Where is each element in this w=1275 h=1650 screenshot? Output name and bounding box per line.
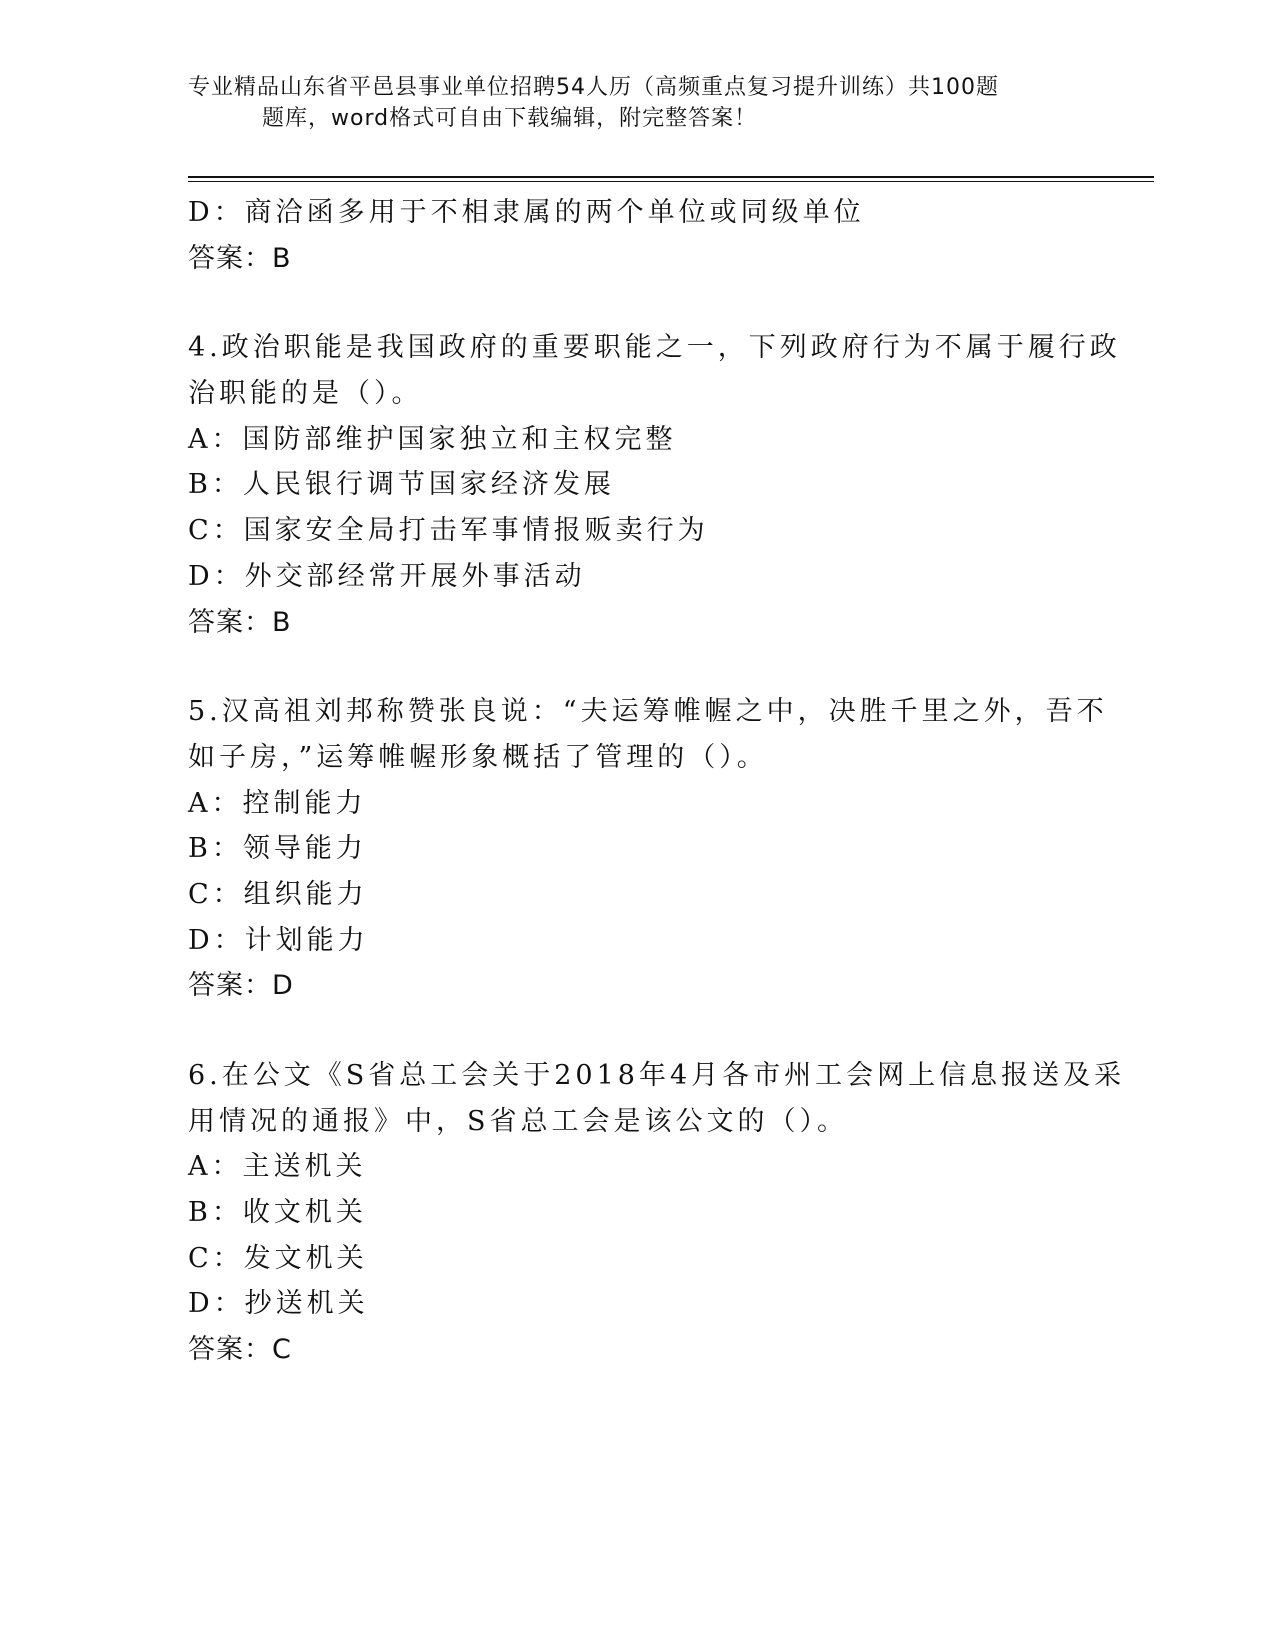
header-divider-thin [188, 181, 1154, 182]
question-stem: 治职能的是（）。 [188, 378, 423, 410]
question-6 [188, 1053, 1126, 1373]
question-3-tail [188, 190, 1068, 281]
answer-line: 答案：D [188, 970, 294, 1002]
option-c: C：组织能力 [188, 878, 368, 910]
answer-line: 答案：B [188, 242, 292, 274]
question-spacer [188, 281, 1068, 325]
header-divider-thick [188, 176, 1154, 178]
answer-line: 答案：C [188, 1334, 292, 1366]
question-stem: 5.汉高祖刘邦称赞张良说：“夫运筹帷幄之中，决胜千里之外，吾不 [188, 696, 1108, 728]
question-stem: 4.政治职能是我国政府的重要职能之一，下列政府行为不属于履行政 [188, 332, 1121, 364]
question-5 [188, 689, 1108, 1009]
option-a: A：国防部维护国家独立和主权完整 [188, 423, 677, 455]
option-c: C：发文机关 [188, 1242, 368, 1274]
question-4 [188, 325, 1121, 645]
page-header [188, 72, 1088, 134]
option-d: D：抄送机关 [188, 1288, 369, 1320]
question-stem: 如子房，”运筹帷幄形象概括了管理的（）。 [188, 741, 768, 773]
option-b: B：领导能力 [188, 833, 367, 865]
question-list [188, 190, 1126, 1373]
option-d: D：外交部经常开展外事活动 [188, 560, 586, 592]
question-stem: 用情况的通报》中，S省总工会是该公文的（）。 [188, 1105, 848, 1137]
document-title-line-2: 题库，word格式可自由下载编辑，附完整答案！ [262, 106, 758, 131]
option-a: A：主送机关 [188, 1151, 367, 1183]
question-spacer [188, 645, 1068, 689]
option-d: D：计划能力 [188, 924, 369, 956]
document-title-line-1: 专业精品山东省平邑县事业单位招聘54人历（高频重点复习提升训练）共100题 [188, 75, 999, 100]
option-d: D：商洽函多用于不相隶属的两个单位或同级单位 [188, 197, 865, 228]
option-a: A：控制能力 [188, 787, 367, 819]
option-b: B：收文机关 [188, 1197, 367, 1229]
option-b: B：人民银行调节国家经济发展 [188, 469, 615, 501]
option-c: C：国家安全局打击军事情报贩卖行为 [188, 515, 709, 547]
question-stem: 6.在公文《S省总工会关于2018年4月各市州工会网上信息报送及采 [188, 1060, 1126, 1091]
question-spacer [188, 1009, 1068, 1053]
answer-line: 答案：B [188, 606, 292, 638]
